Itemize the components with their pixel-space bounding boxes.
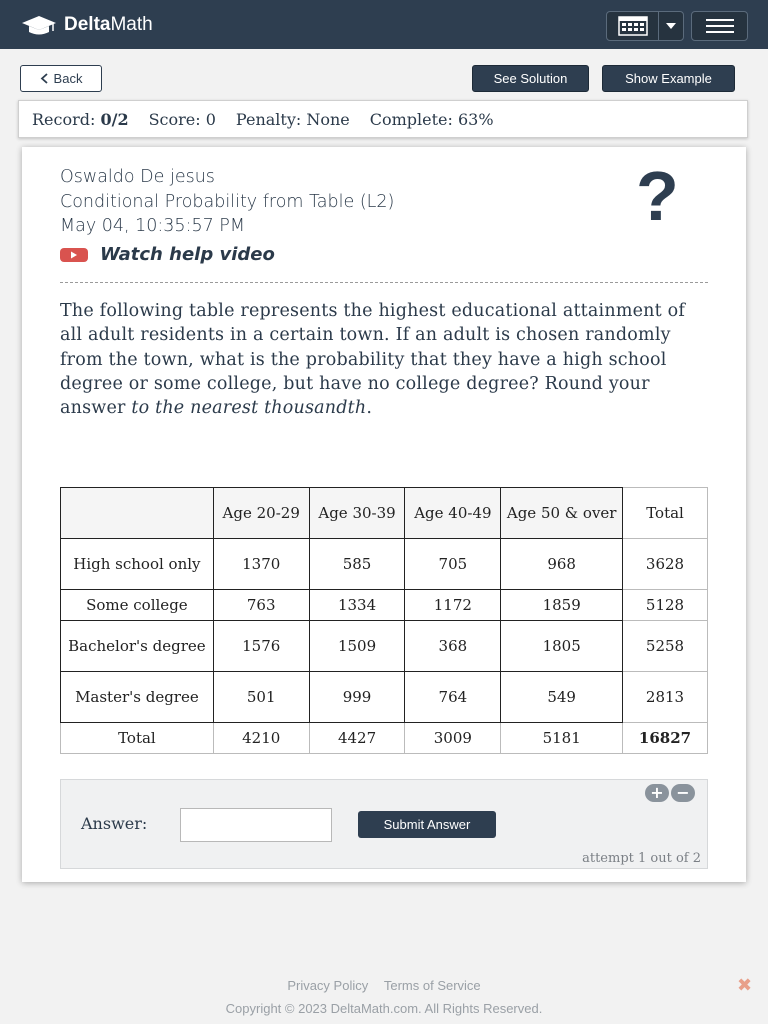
table-cell: 585 [309, 539, 405, 590]
score-status: Score: 0 [148, 109, 216, 129]
table-total-row [61, 723, 708, 754]
table-cell: 999 [309, 672, 405, 723]
row-label: Bachelor's degree [61, 621, 214, 672]
calculator-dropdown[interactable] [606, 11, 684, 41]
grand-total-cell: 16827 [623, 723, 708, 754]
table-cell: 549 [501, 672, 623, 723]
copyright-text: Copyright © 2023 DeltaMath.com. All Rights Reserved. [225, 1001, 543, 1016]
watch-help-video-link[interactable] [60, 244, 275, 265]
table-cell: 5258 [623, 621, 708, 672]
table-cell: 764 [405, 672, 501, 723]
table-cell: 1370 [213, 539, 309, 590]
complete-status: Complete: 63% [369, 109, 494, 129]
data-table [60, 487, 708, 754]
table-row [61, 672, 708, 723]
brand-name: DeltaMath [64, 14, 153, 35]
table-row [61, 539, 708, 590]
question-mark-icon[interactable]: ? [636, 157, 679, 235]
calculator-button[interactable] [607, 12, 659, 40]
watch-help-video-label: Watch help video [100, 244, 275, 265]
menu-button[interactable] [691, 11, 748, 41]
problem-card [22, 147, 746, 882]
answer-label: Answer: [81, 814, 148, 833]
back-button[interactable] [20, 65, 102, 92]
zoom-out-icon[interactable]: − [671, 784, 695, 802]
table-header-cell [61, 488, 214, 539]
hamburger-icon [706, 19, 734, 33]
table-cell: 1859 [501, 590, 623, 621]
table-cell: 5128 [623, 590, 708, 621]
brand-logo[interactable] [20, 12, 153, 38]
zoom-controls [645, 784, 695, 802]
table-cell: 3628 [623, 539, 708, 590]
student-name: Oswaldo De jesus [60, 167, 215, 187]
problem-topic: Conditional Probability from Table (L2) [60, 191, 395, 212]
record-bar [18, 100, 748, 138]
table-cell: 4210 [213, 723, 309, 754]
attempt-counter: attempt 1 out of 2 [582, 851, 701, 866]
row-label: Total [61, 723, 214, 754]
table-header-cell: Age 50 & over [501, 488, 623, 539]
problem-timestamp: May 04, 10:35:57 PM [60, 216, 245, 236]
footer-links [0, 978, 768, 993]
dashed-divider [60, 282, 708, 283]
back-label: Back [53, 71, 83, 86]
table-cell: 1172 [405, 590, 501, 621]
terms-of-service-link[interactable]: Terms of Service [383, 978, 481, 993]
table-cell: 1576 [213, 621, 309, 672]
table-cell: 1509 [309, 621, 405, 672]
table-row [61, 621, 708, 672]
problem-info [60, 165, 394, 239]
submit-answer-button[interactable]: Submit Answer [358, 811, 496, 838]
calculator-icon [618, 16, 648, 36]
answer-input[interactable] [180, 808, 332, 842]
penalty-status: Penalty: None [235, 109, 350, 129]
table-cell: 1334 [309, 590, 405, 621]
row-label: Some college [61, 590, 214, 621]
row-label: High school only [61, 539, 214, 590]
table-row [61, 590, 708, 621]
answer-panel [60, 779, 708, 869]
table-cell: 501 [213, 672, 309, 723]
table-cell: 368 [405, 621, 501, 672]
row-label: Master's degree [61, 672, 214, 723]
table-cell: 5181 [501, 723, 623, 754]
see-solution-button[interactable]: See Solution [472, 65, 589, 92]
table-cell: 1805 [501, 621, 623, 672]
graduation-cap-icon [20, 14, 58, 36]
table-cell: 2813 [623, 672, 708, 723]
caret-down-icon[interactable] [659, 12, 683, 40]
zoom-in-icon[interactable]: + [645, 784, 669, 802]
table-cell: 4427 [309, 723, 405, 754]
table-cell: 705 [405, 539, 501, 590]
close-icon[interactable]: ✖ [737, 975, 753, 996]
youtube-icon [60, 248, 88, 262]
table-header-cell: Age 20-29 [213, 488, 309, 539]
table-header-cell: Age 30-39 [309, 488, 405, 539]
table-cell: 968 [501, 539, 623, 590]
table-cell: 3009 [405, 723, 501, 754]
table-header-row [61, 488, 708, 539]
privacy-policy-link[interactable]: Privacy Policy [287, 978, 369, 993]
table-header-cell: Total [623, 488, 708, 539]
top-navbar [0, 0, 768, 49]
table-header-cell: Age 40-49 [405, 488, 501, 539]
question-text: The following table represents the highest educational attainment of all adult residents in a certain town. If an adult is chosen randomly from the town, what is the probability that they have a high school degree or some college, but have no college degree? Round your answer to the nearest thousandth. [60, 301, 686, 419]
chevron-left-icon [40, 73, 48, 84]
table-cell: 763 [213, 590, 309, 621]
show-example-button[interactable]: Show Example [602, 65, 735, 92]
record-status: Record: 0/2 [32, 109, 129, 129]
